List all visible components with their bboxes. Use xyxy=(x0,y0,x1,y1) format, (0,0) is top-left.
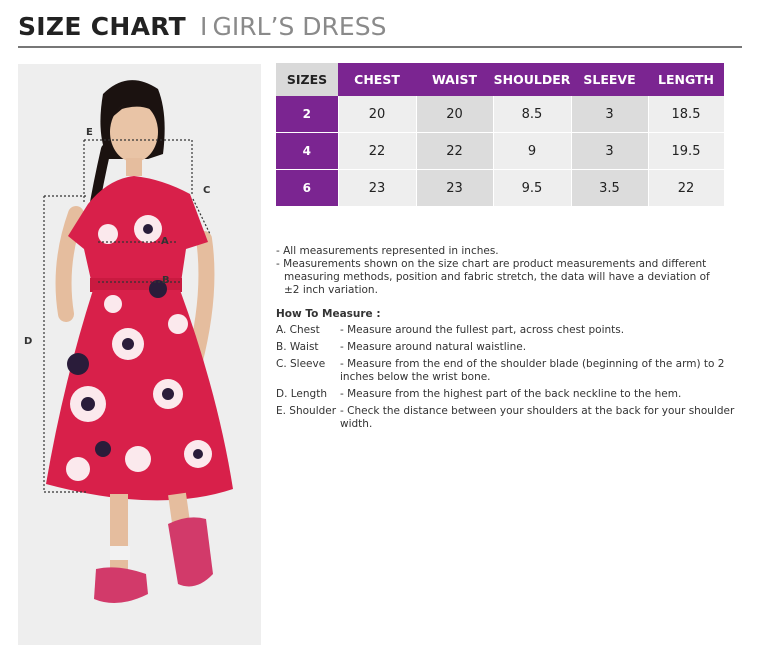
list-item xyxy=(276,358,746,384)
header-waist: WAIST xyxy=(416,63,493,96)
note-line: ±2 inch variation. xyxy=(284,284,378,296)
measure-key: C. Sleeve xyxy=(276,358,326,370)
page-title xyxy=(18,12,386,41)
measure-text: - Measure from the highest part of the back neckline to the hem. xyxy=(340,388,682,400)
measure-key: B. Waist xyxy=(276,341,319,353)
girl-in-dress-illustration xyxy=(18,64,261,645)
sleeve-cell: 3 xyxy=(571,96,648,133)
measure-label-d: D xyxy=(24,336,33,347)
shoulder-cell: 9.5 xyxy=(493,170,571,207)
length-cell: 22 xyxy=(648,170,724,207)
chest-cell: 22 xyxy=(338,133,416,170)
measure-key: A. Chest xyxy=(276,324,320,336)
note-line: measuring methods, position and fabric stretch, the data will have a deviation of xyxy=(284,271,710,283)
model-photo xyxy=(18,64,261,645)
table-row xyxy=(276,133,724,170)
header-chest: CHEST xyxy=(338,63,416,96)
size-cell: 2 xyxy=(276,96,338,133)
list-item xyxy=(276,324,746,337)
header-sleeve: SLEEVE xyxy=(571,63,648,96)
list-item xyxy=(276,388,746,401)
title-main: SIZE CHART xyxy=(18,12,187,41)
shoulder-cell: 8.5 xyxy=(493,96,571,133)
title-divider xyxy=(18,46,742,48)
measure-text: - Measure around natural waistline. xyxy=(340,341,527,353)
measure-key: E. Shoulder xyxy=(276,405,337,417)
measure-key: D. Length xyxy=(276,388,327,400)
how-to-title: How To Measure : xyxy=(276,308,381,320)
waist-cell: 20 xyxy=(416,96,493,133)
measure-text: - Check the distance between your shoulders at the back for your shoulder width. xyxy=(340,405,735,430)
table-row xyxy=(276,170,724,207)
title-separator: I xyxy=(200,12,208,41)
measure-text: - Measure from the end of the shoulder blade (beginning of the arm) to 2 inches below the wrist bone. xyxy=(340,358,725,383)
length-cell: 19.5 xyxy=(648,133,724,170)
header-length: LENGTH xyxy=(648,63,724,96)
waist-cell: 22 xyxy=(416,133,493,170)
note-line: - All measurements represented in inches. xyxy=(276,245,499,257)
sleeve-cell: 3 xyxy=(571,133,648,170)
list-item xyxy=(276,341,746,354)
chest-cell: 20 xyxy=(338,96,416,133)
shoulder-cell: 9 xyxy=(493,133,571,170)
size-cell: 6 xyxy=(276,170,338,207)
measurement-notes xyxy=(276,245,746,297)
chest-cell: 23 xyxy=(338,170,416,207)
how-to-measure xyxy=(276,308,746,435)
note-line: - Measurements shown on the size chart are product measurements and different xyxy=(276,258,707,270)
title-subtitle: GIRL’S DRESS xyxy=(212,12,387,41)
measure-label-e: E xyxy=(86,127,93,138)
measure-label-a: A xyxy=(161,236,169,247)
table-header-row xyxy=(276,63,724,96)
size-table xyxy=(276,63,725,207)
measure-text: - Measure around the fullest part, across chest points. xyxy=(340,324,625,336)
list-item xyxy=(276,405,746,431)
table-row xyxy=(276,96,724,133)
length-cell: 18.5 xyxy=(648,96,724,133)
header-shoulder: SHOULDER xyxy=(493,63,571,96)
measure-label-b: B xyxy=(162,275,170,286)
header-sizes: SIZES xyxy=(276,63,338,96)
size-cell: 4 xyxy=(276,133,338,170)
waist-cell: 23 xyxy=(416,170,493,207)
measure-label-c: C xyxy=(203,185,211,196)
sleeve-cell: 3.5 xyxy=(571,170,648,207)
